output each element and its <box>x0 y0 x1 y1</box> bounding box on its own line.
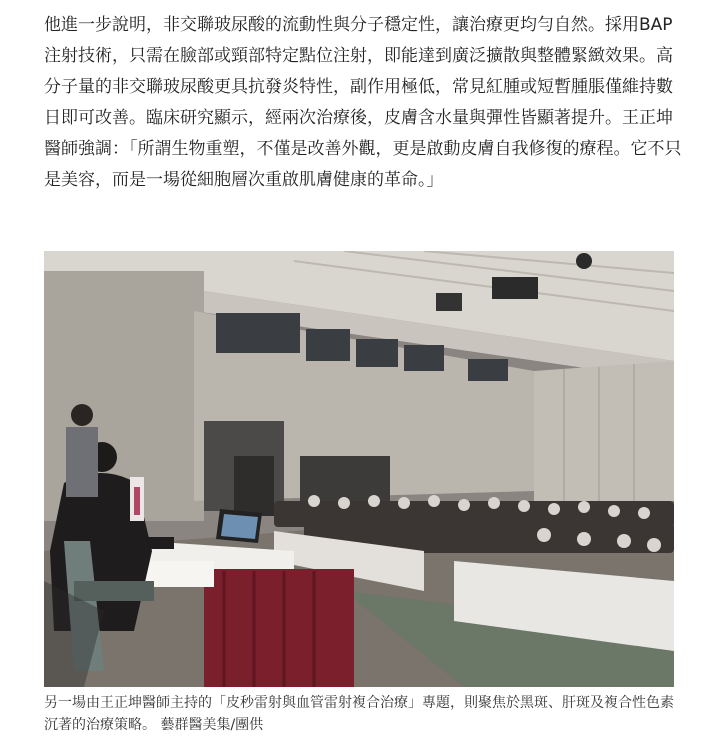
photo-caption <box>44 692 684 736</box>
article-paragraph: 他進一步說明，非交聯玻尿酸的流動性與分子穩定性，讓治療更均勻自然。採用BAP注射技術，只需在臉部或頸部特定點位注射，即能達到廣泛擴散與整體緊緻效果。高分子量的非交聯玻尿酸更具抗發炎特性，副作用極低，常見紅腫或短暫腫脹僅維持數日即可改善。臨床研究顯示，經兩次治療後，皮膚含水量與彈性皆顯著提升。王正坤醫師強調：「所謂生物重塑，不僅是改善外觀，更是啟動皮膚自我修復的療程。它不只是美容，而是一場從細胞層次重啟肌膚健康的革命。」 <box>44 15 682 190</box>
article-body <box>44 10 684 196</box>
conference-photo-illustration <box>44 251 674 687</box>
caption-text: 另一場由王正坤醫師主持的「皮秒雷射與血管雷射複合治療」專題，則聚焦於黑斑、肝斑及複合性色素沉著的治療策略。 <box>44 695 674 733</box>
conference-photo <box>44 251 674 687</box>
caption-credit: 藝群醫美集/團供 <box>160 717 264 733</box>
